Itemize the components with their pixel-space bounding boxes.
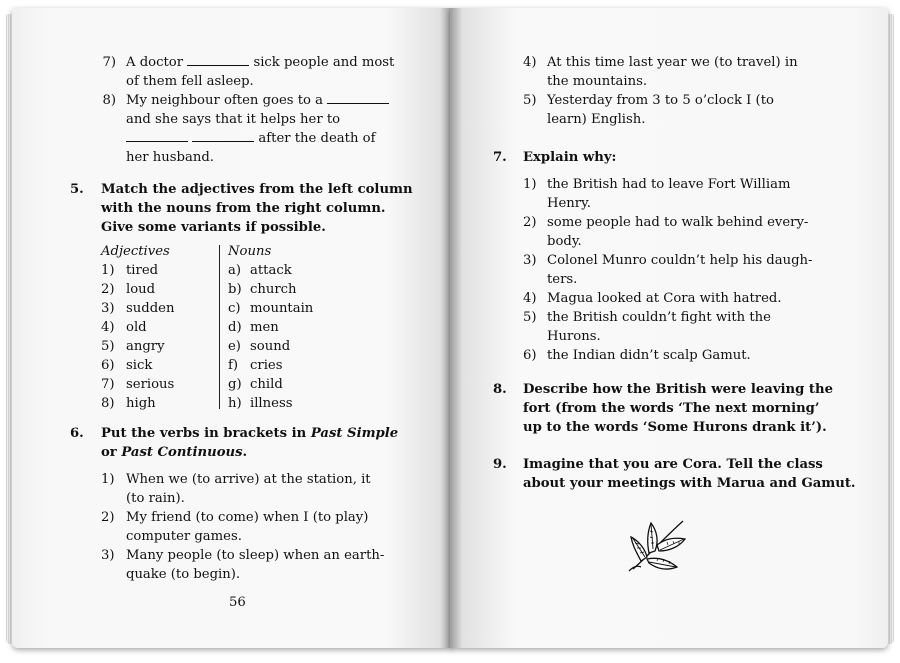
- item-text: A doctor sick people and most: [126, 55, 395, 70]
- task-text: Give some variants if possible.: [101, 220, 326, 235]
- task7-item-text: ters.: [547, 272, 578, 287]
- task6-item-number: 4): [523, 55, 537, 70]
- task7-item-number: 3): [523, 253, 537, 268]
- item-text: of them fell asleep.: [126, 74, 254, 89]
- page-number: 56: [229, 595, 246, 610]
- task7-item-text: Hurons.: [547, 329, 601, 344]
- task-text: Imagine that you are Cora. Tell the class: [523, 457, 823, 472]
- task6-item-text: When we (to arrive) at the station, it: [126, 472, 371, 487]
- item-number: 8): [102, 93, 116, 108]
- item-text: and she says that it helps her to: [126, 112, 341, 127]
- adjective-word: high: [126, 396, 156, 411]
- task7-item-text: the Indian didn’t scalp Gamut.: [547, 348, 751, 363]
- noun-letter: c): [228, 301, 241, 316]
- task-text: Describe how the British were leaving the: [523, 382, 833, 397]
- noun-letter: d): [228, 320, 242, 335]
- task7-item-number: 5): [523, 310, 537, 325]
- task6-item-number: 5): [523, 93, 537, 108]
- task7-item-text: body.: [547, 234, 582, 249]
- task7-item-text: Henry.: [547, 196, 591, 211]
- task7-item-text: the British couldn’t fight with the: [547, 310, 771, 325]
- adjective-word: angry: [126, 339, 165, 354]
- adjective-number: 7): [101, 377, 115, 392]
- task6-item-text: (to rain).: [126, 491, 185, 506]
- column-divider: [219, 245, 220, 409]
- noun-letter: e): [228, 339, 241, 354]
- adjective-number: 3): [101, 301, 115, 316]
- task7-item-number: 1): [523, 177, 537, 192]
- noun-letter: b): [228, 282, 242, 297]
- adjective-word: sick: [126, 358, 153, 373]
- item-text: My neighbour often goes to a: [126, 91, 389, 110]
- task6-item-text: the mountains.: [547, 74, 648, 89]
- noun-word: men: [250, 320, 279, 335]
- task6-item-number: 3): [101, 548, 115, 563]
- task6-item-text: At this time last year we (to travel) in: [547, 55, 798, 70]
- task-number: 6.: [70, 426, 84, 441]
- adjective-number: 6): [101, 358, 115, 373]
- task-text: Put the verbs in brackets in Past Simple: [101, 426, 399, 441]
- adjective-number: 1): [101, 263, 115, 278]
- noun-letter: h): [228, 396, 242, 411]
- task-number: 7.: [493, 150, 507, 165]
- adjective-number: 8): [101, 396, 115, 411]
- adjective-number: 4): [101, 320, 115, 335]
- item-text: her husband.: [126, 150, 214, 165]
- task-text: fort (from the words ‘The next morning’: [523, 401, 820, 416]
- item-number: 7): [102, 55, 116, 70]
- task-text: about your meetings with Marua and Gamut.: [523, 476, 856, 491]
- noun-word: church: [250, 282, 297, 297]
- task6-item-text: learn) English.: [547, 112, 646, 127]
- noun-word: attack: [250, 263, 292, 278]
- noun-word: illness: [250, 396, 293, 411]
- noun-word: child: [250, 377, 283, 392]
- task6-item-text: Many people (to sleep) when an earth-: [126, 548, 385, 563]
- task-number: 5.: [70, 182, 84, 197]
- book-gutter: [440, 8, 462, 648]
- task-text: Explain why:: [523, 150, 617, 165]
- task7-item-number: 2): [523, 215, 537, 230]
- adjectives-header: Adjectives: [101, 244, 170, 259]
- noun-word: sound: [250, 339, 291, 354]
- adjective-number: 2): [101, 282, 115, 297]
- adjective-word: loud: [126, 282, 156, 297]
- adjective-number: 5): [101, 339, 115, 354]
- task7-item-text: Magua looked at Cora with hatred.: [547, 291, 782, 306]
- task-text: Match the adjectives from the left column: [101, 182, 413, 197]
- noun-letter: f): [228, 358, 239, 373]
- adjective-word: tired: [126, 263, 159, 278]
- task6-item-number: 2): [101, 510, 115, 525]
- task6-item-text: computer games.: [126, 529, 242, 544]
- adjective-word: serious: [126, 377, 175, 392]
- noun-word: cries: [250, 358, 283, 373]
- noun-letter: a): [228, 263, 242, 278]
- task7-item-text: the British had to leave Fort William: [547, 177, 791, 192]
- task-text: up to the words ‘Some Hurons drank it’).: [523, 420, 827, 435]
- item-text: after the death of: [126, 129, 375, 148]
- task-number: 8.: [493, 382, 507, 397]
- task6-item-text: quake (to begin).: [126, 567, 241, 582]
- task-text: or Past Continuous.: [101, 445, 248, 460]
- adjective-word: sudden: [126, 301, 175, 316]
- task-number: 9.: [493, 457, 507, 472]
- task7-item-number: 6): [523, 348, 537, 363]
- task6-item-text: Yesterday from 3 to 5 o’clock I (to: [547, 93, 774, 108]
- noun-letter: g): [228, 377, 242, 392]
- task6-item-number: 1): [101, 472, 115, 487]
- leaves-ornament-icon: [627, 517, 691, 575]
- adjective-word: old: [126, 320, 147, 335]
- task-text: with the nouns from the right column.: [101, 201, 386, 216]
- nouns-header: Nouns: [228, 244, 272, 259]
- noun-word: mountain: [250, 301, 314, 316]
- task7-item-number: 4): [523, 291, 537, 306]
- task7-item-text: some people had to walk behind every-: [547, 215, 809, 230]
- task7-item-text: Colonel Munro couldn’t help his daugh-: [547, 253, 813, 268]
- task6-item-text: My friend (to come) when I (to play): [126, 510, 369, 525]
